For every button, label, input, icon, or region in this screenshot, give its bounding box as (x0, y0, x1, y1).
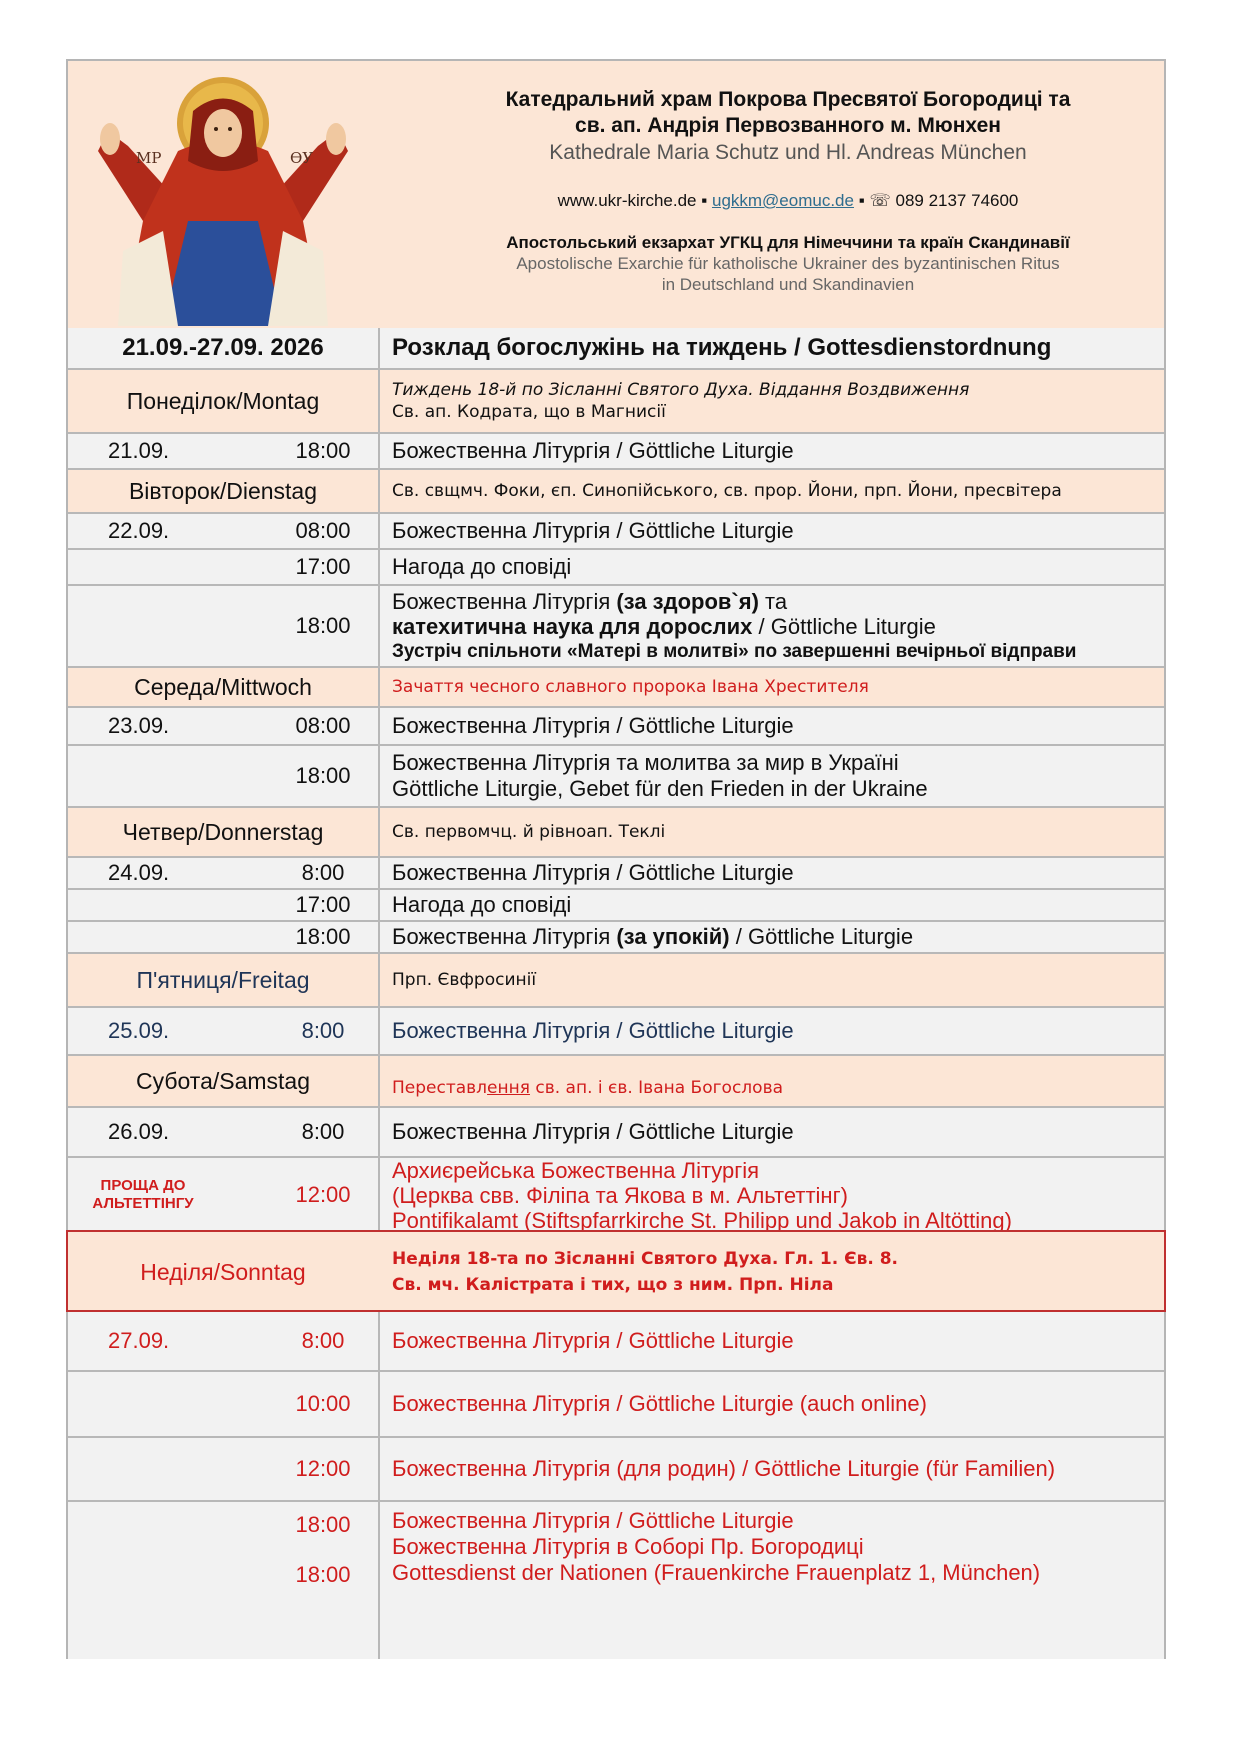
service-text: Божественна Літургія (392, 588, 617, 614)
church-title-de: Kathedrale Maria Schutz und Hl. Andreas München (549, 141, 1027, 164)
pilgrimage-label-2: АЛЬТЕТТІНГУ (92, 1195, 194, 1212)
service-line-1: Божественна Літургія та молитва за мир в Україні (392, 750, 899, 775)
church-title-ua-1: Катедральний храм Покрова Пресвятої Богородиці та (505, 88, 1071, 111)
feast-part: св. ап. і єв. Івана Богослова (529, 1078, 784, 1098)
day-row-friday (68, 954, 1164, 1008)
day-name: П'ятниця/Freitag (136, 966, 310, 993)
service-row (68, 746, 1164, 808)
feast-text: Св. свщмч. Фоки, єп. Синопійського, св. прор. Йони, прп. Йони, пресвітера (392, 481, 1062, 501)
service-text-bold: (за здоров`я) (616, 588, 759, 614)
service-row (68, 1312, 1164, 1372)
service-note: Зустріч спільноти «Матері в молитві» по завершенні вечірньої відправи (392, 640, 1077, 662)
service-date: 21.09. (108, 438, 170, 463)
service-row (68, 1438, 1164, 1502)
service-desc: Божественна Літургія / Göttliche Liturgie (392, 1018, 794, 1043)
day-row-wednesday (68, 668, 1164, 708)
service-date: 25.09. (108, 1018, 170, 1043)
service-time: 08:00 (295, 713, 351, 738)
exarchate-ua: Апостольський екзархат УГКЦ для Німеччини та країн Скандинавії (506, 233, 1070, 252)
service-row (68, 550, 1164, 586)
feast-text: Прп. Євфросинії (392, 970, 537, 990)
service-line-2: Göttliche Liturgie, Gebet für den Frieden in der Ukraine (392, 776, 928, 801)
service-desc (392, 746, 1156, 806)
service-date: 23.09. (108, 713, 170, 738)
feast-part: Переставл (392, 1078, 488, 1098)
service-desc: Божественна Літургія / Göttliche Liturgie (auch online) (392, 1391, 927, 1416)
day-row-tuesday (68, 470, 1164, 514)
day-name: Субота/Samstag (135, 1067, 311, 1094)
header-section (68, 61, 1164, 330)
service-row-evening (68, 1502, 1164, 1659)
service-row (68, 514, 1164, 550)
service-text: Божественна Літургія (392, 924, 617, 949)
service-time: 08:00 (295, 518, 351, 543)
service-desc: Божественна Літургія / Göttliche Liturgie (392, 1328, 794, 1353)
service-row (68, 858, 1164, 890)
phone-number: 089 2137 74600 (895, 191, 1019, 210)
feast-text (392, 1056, 1156, 1106)
service-row (68, 922, 1164, 954)
service-line-1: Архиєрейська Божественна Літургія (392, 1157, 760, 1183)
service-text-bold: (за упокій) (616, 924, 730, 949)
service-desc: Божественна Літургія / Göttliche Liturgie (392, 713, 794, 738)
service-date: 26.09. (108, 1119, 170, 1144)
service-time: 17:00 (295, 554, 351, 579)
service-time: 8:00 (301, 1119, 345, 1144)
service-row (68, 708, 1164, 746)
service-line-2: Божественна Літургія в Соборі Пр. Богородиці (392, 1534, 864, 1559)
feast-part-underlined: ення (487, 1078, 530, 1098)
pilgrimage-label (68, 1158, 218, 1232)
service-time: 18:00 (295, 763, 351, 788)
service-row-pilgrimage (68, 1158, 1164, 1232)
service-text-bold: катехитична наука для дорослих (392, 613, 753, 639)
email-link[interactable]: ugkkm@eomuc.de (711, 191, 854, 210)
exarchate-de-2: in Deutschland und Skandinavien (661, 275, 915, 294)
service-date: 24.09. (108, 860, 170, 885)
service-time: 8:00 (301, 1018, 345, 1043)
service-desc: Божественна Літургія / Göttliche Liturgie (392, 1119, 794, 1144)
service-row (68, 1372, 1164, 1438)
service-desc (392, 1508, 1156, 1594)
service-desc: Божественна Літургія / Göttliche Liturgie (392, 438, 794, 463)
service-row (68, 1108, 1164, 1158)
feast-line-1: Неділя 18-та по Зісланні Святого Духа. Гл. 1. Єв. 8. (392, 1249, 898, 1269)
day-row-monday (68, 370, 1164, 434)
icon-letters-right: ѲУ (290, 149, 314, 167)
service-text: та (758, 588, 788, 614)
service-desc (392, 922, 1156, 952)
exarchate-de-1: Apostolische Exarchie für katholische Ukrainer des byzantinischen Ritus (516, 254, 1060, 273)
service-desc: Нагода до сповіді (392, 554, 572, 579)
service-line-2: (Церква свв. Філіпа та Якова в м. Альтеттінг) (392, 1182, 848, 1208)
website-link[interactable]: www.ukr-kirche.de (557, 191, 697, 210)
service-time: 18:00 (295, 924, 351, 949)
day-name: Середа/Mittwoch (134, 673, 312, 700)
service-time: 10:00 (295, 1391, 351, 1416)
service-row (68, 434, 1164, 470)
schedule-sheet (66, 59, 1166, 1659)
service-desc: Нагода до сповіді (392, 892, 572, 917)
service-time: 18:00 (295, 613, 351, 638)
sunday-highlight-box (66, 1230, 1166, 1312)
church-title-ua-2: св. ап. Андрія Первозванного м. Мюнхен (575, 114, 1001, 137)
feast-line-2: Св. ап. Кодрата, що в Магнисії (392, 402, 666, 422)
feast-line-1: Тиждень 18-й по Зісланні Святого Духа. Віддання Воздвиження (392, 380, 970, 400)
theotokos-icon (68, 71, 378, 326)
service-text: / Göttliche Liturgie (752, 613, 936, 639)
pilgrimage-label-1: ПРОЩА ДО (100, 1177, 186, 1194)
day-name: Вівторок/Dienstag (128, 477, 318, 504)
service-time: 8:00 (301, 860, 345, 885)
service-date: 22.09. (108, 518, 170, 543)
service-row (68, 890, 1164, 922)
separator-2: ▪ (858, 191, 865, 210)
service-row (68, 1008, 1164, 1056)
week-row (68, 328, 1164, 370)
header-text (448, 87, 1128, 295)
phone-icon: ☏ (869, 191, 891, 210)
day-name: Четвер/Donnerstag (122, 818, 324, 845)
feast-text (392, 370, 1156, 432)
icon-letters-left: МР (136, 149, 162, 167)
service-line-3a: Pontifikalamt ( (392, 1207, 532, 1233)
feast-line-2: Св. мч. Калістрата і тих, що з ним. Прп. Ніла (392, 1275, 834, 1295)
contacts-line (448, 191, 1128, 211)
service-line-3b: Stiftspfarrkirche St. Philipp und Jakob (531, 1207, 898, 1233)
service-desc: Божественна Літургія / Göttliche Liturgie (392, 860, 794, 885)
service-desc (392, 586, 1156, 666)
separator-1: ▪ (701, 191, 708, 210)
service-row (68, 586, 1164, 668)
service-time: 17:00 (295, 892, 351, 917)
day-row-saturday (68, 1056, 1164, 1108)
feast-text: Св. первомчц. й рівноап. Теклі (392, 822, 666, 842)
service-line-1: Божественна Літургія / Göttliche Liturgie (392, 1508, 794, 1533)
service-time: 18:00 (295, 1562, 351, 1587)
service-time: 8:00 (301, 1328, 345, 1353)
service-desc: Божественна Літургія (для родин) / Göttliche Liturgie (für Familien) (392, 1456, 1056, 1481)
service-date: 27.09. (108, 1328, 170, 1353)
day-name: Понеділок/Montag (126, 387, 320, 414)
service-time: 12:00 (295, 1182, 351, 1207)
service-time: 12:00 (295, 1456, 351, 1481)
service-desc: Божественна Літургія / Göttliche Liturgie (392, 518, 794, 543)
week-title: Розклад богослужінь на тиждень / Gottesdienstordnung (392, 334, 1052, 361)
service-line-3c: in Altötting) (897, 1207, 1012, 1233)
service-time: 18:00 (295, 1512, 351, 1537)
week-dates: 21.09.-27.09. 2026 (122, 334, 324, 361)
service-time: 18:00 (295, 438, 351, 463)
service-text: / Göttliche Liturgie (729, 924, 914, 949)
service-desc (392, 1158, 1156, 1232)
day-name: Неділя/Sonntag (140, 1258, 306, 1285)
service-line-3: Gottesdienst der Nationen (Frauenkirche Frauenplatz 1, München) (392, 1560, 1041, 1585)
day-row-thursday (68, 808, 1164, 858)
feast-text: Зачаття чесного славного пророка Івана Хрестителя (392, 677, 869, 697)
